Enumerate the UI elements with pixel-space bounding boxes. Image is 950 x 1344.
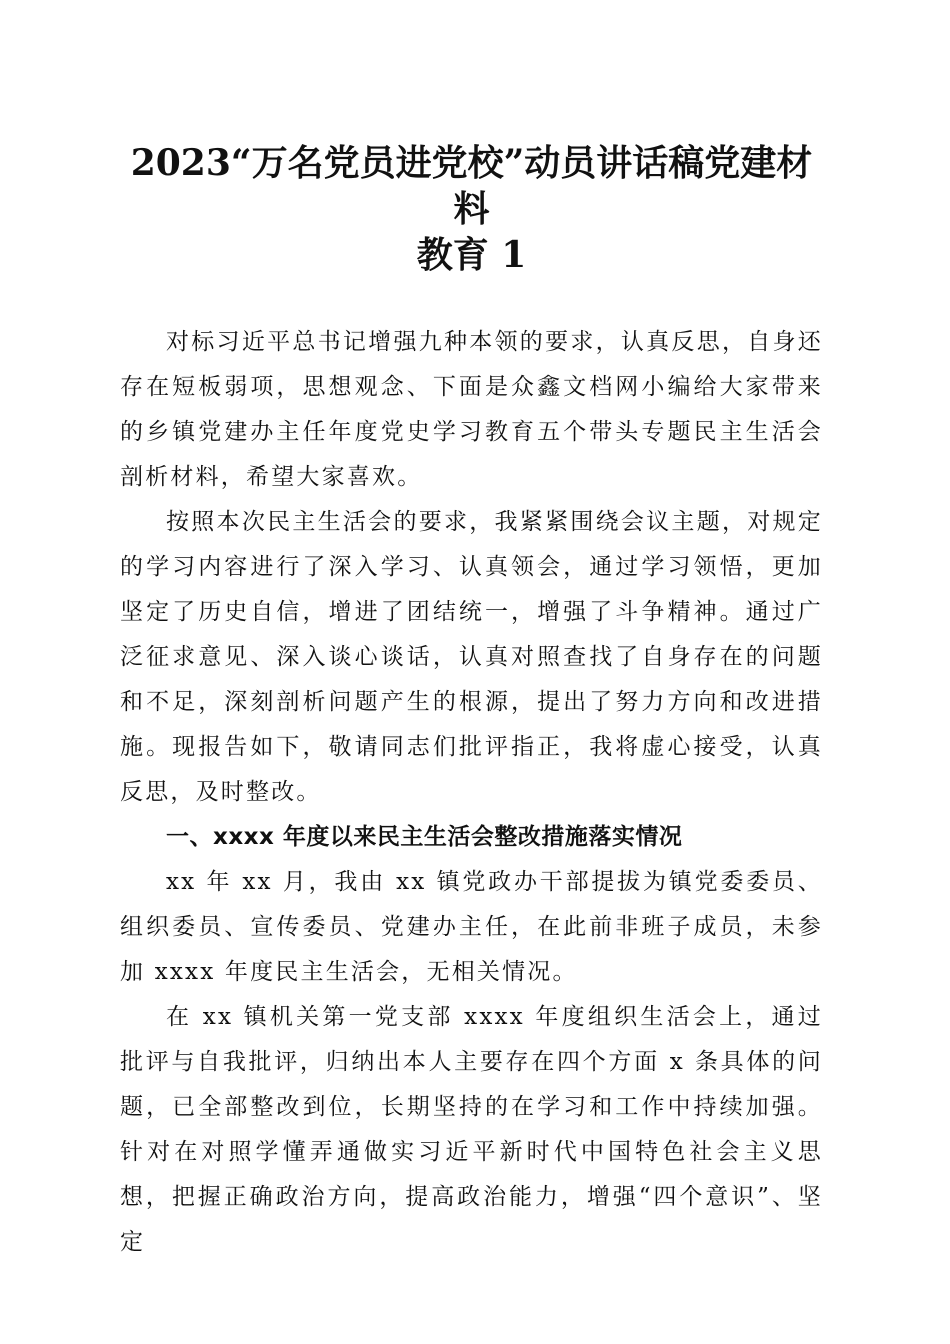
paragraph-section-1: xx 年 xx 月，我由 xx 镇党政办干部提拔为镇党委委员、组织委员、宣传委员、党建办主任，在此前非班子成员，未参加 xxxx 年度民主生活会，无相关情况。	[120, 869, 823, 985]
title-line-2: 教育 1	[416, 234, 527, 276]
document-body	[120, 320, 823, 1265]
title-line-1: 2023“万名党员进党校”动员讲话稿党建材料	[130, 142, 813, 230]
document-page	[120, 140, 823, 1265]
paragraph-section-2: 在 xx 镇机关第一党支部 xxxx 年度组织生活会上，通过批评与自我批评，归纳出本人主要存在四个方面 x 条具体的问题，已全部整改到位，长期坚持的在学习和工作中持续加强。针对在对照学懂弄通做实习近平新时代中国特色社会主义思想，把握正确政治方向，提高政治能力，增强“四个意识”、坚定	[120, 1004, 823, 1255]
document-title	[120, 140, 823, 278]
paragraph-overview: 按照本次民主生活会的要求，我紧紧围绕会议主题，对规定的学习内容进行了深入学习、认真领会，通过学习领悟，更加坚定了历史自信，增进了团结统一，增强了斗争精神。通过广泛征求意见、深入谈心谈话，认真对照查找了自身存在的问题和不足，深刻剖析问题产生的根源，提出了努力方向和改进措施。现报告如下，敬请同志们批评指正，我将虚心接受，认真反思，及时整改。	[120, 509, 823, 805]
paragraph-intro: 对标习近平总书记增强九种本领的要求，认真反思，自身还存在短板弱项，思想观念、下面是众鑫文档网小编给大家带来的乡镇党建办主任年度党史学习教育五个带头专题民主生活会剖析材料，希望大家喜欢。	[120, 329, 823, 490]
section-heading: 一、xxxx 年度以来民主生活会整改措施落实情况	[166, 824, 683, 850]
